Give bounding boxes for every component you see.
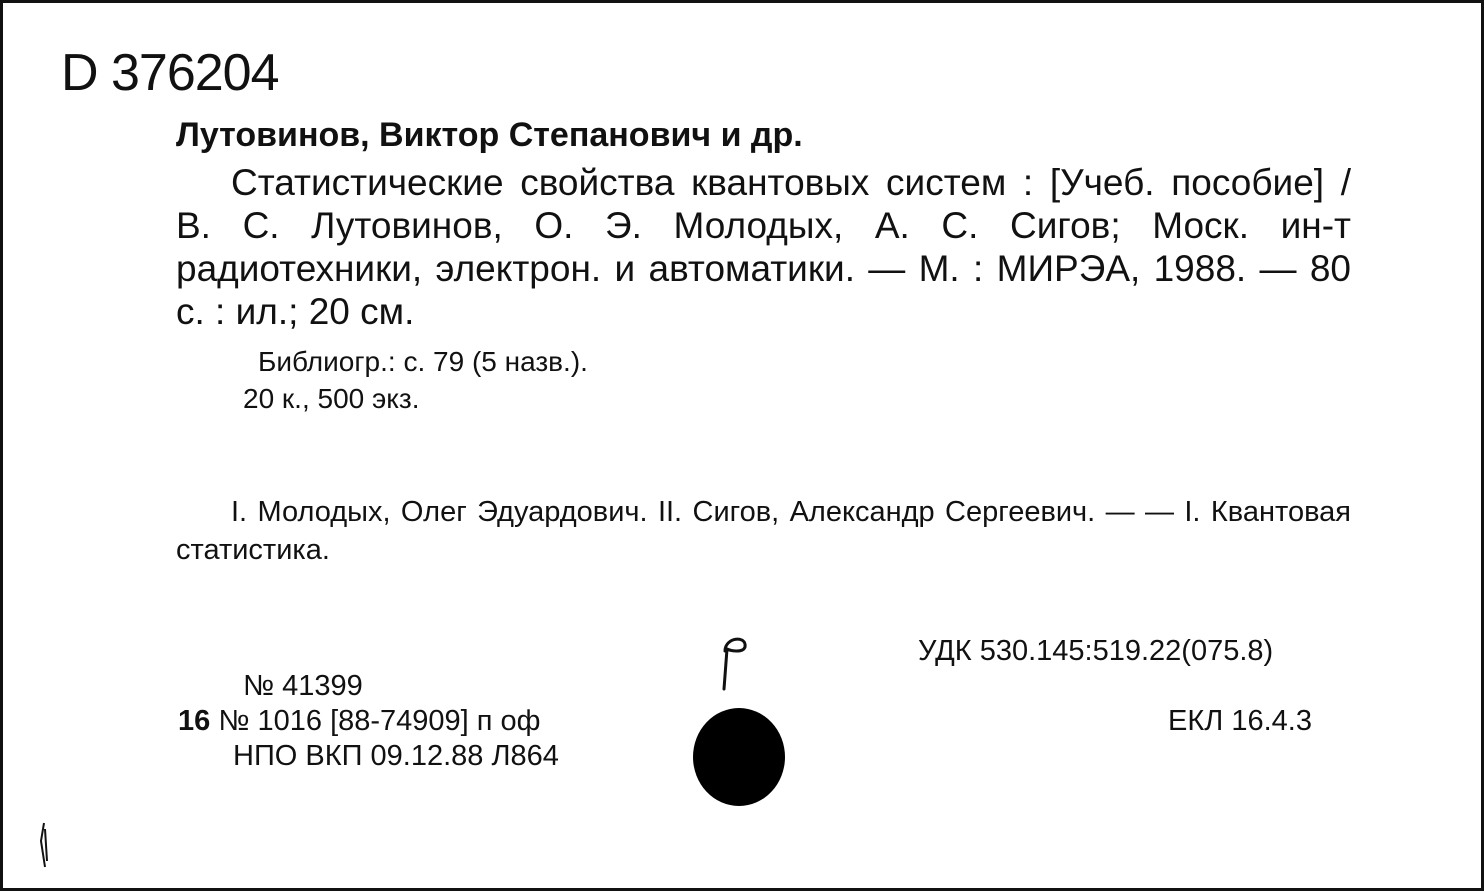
call-number: D 376204 <box>61 44 279 102</box>
bibliography-note: Библиогр.: с. 79 (5 назв.). <box>258 346 588 377</box>
bibliographic-description: Статистические свойства квантовых систем : [Учеб. пособие] / В. С. Лутовинов, О. Э. Молодых, А. С. Сигов; Моск. ин-т радиотехники, электрон. и автоматики. — М. : МИРЭА, 1988. — 80 с. : ил.; 20 см. <box>176 162 1351 332</box>
punch-hole <box>693 708 785 806</box>
record-number: № 41399 <box>243 670 363 702</box>
udc-code: УДК 530.145:519.22(075.8) <box>918 635 1274 667</box>
ekl-code: ЕКЛ 16.4.3 <box>1168 705 1312 737</box>
handwritten-mark <box>715 631 755 691</box>
edge-mark <box>37 821 51 869</box>
publisher-line: НПО ВКП 09.12.88 Л864 <box>233 740 559 772</box>
order-prefix: 16 <box>178 705 211 737</box>
price-copies: 20 к., 500 экз. <box>243 383 420 414</box>
author-heading: Лутовинов, Виктор Степанович и др. <box>176 116 803 154</box>
tracings: I. Молодых, Олег Эдуардович. II. Сигов, Александр Сергеевич. — — I. Квантовая статистика. <box>176 496 1351 566</box>
order-line <box>178 705 541 738</box>
order-details: № 1016 [88-74909] п оф <box>218 705 541 737</box>
